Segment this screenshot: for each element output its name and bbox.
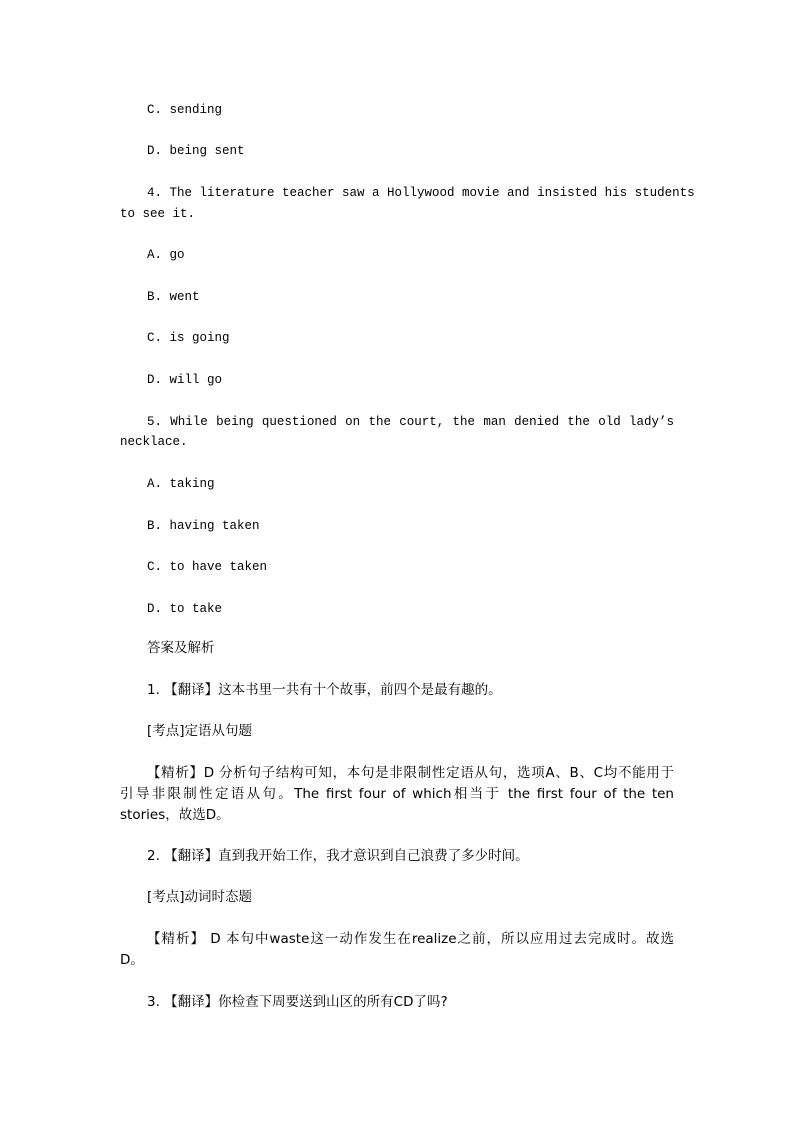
q5-stem-line2: necklace. bbox=[120, 435, 188, 449]
q5-stem-line1: 5. While being questioned on the court, the man denied the old lady’s bbox=[147, 415, 674, 429]
answer2-analysis-line1: 【精析】 D 本句中waste这一动作发生在realize之前，所以应用过去完成时。故选 bbox=[147, 931, 674, 947]
answer1-analysis-line2: 引导非限制性定语从句。The first four of which相当于 the first four of the ten bbox=[120, 786, 674, 802]
q3-option-d: D. being sent bbox=[147, 144, 245, 158]
answer1-translation: 1. 【翻译】这本书里一共有十个故事，前四个是最有趣的。 bbox=[147, 682, 502, 698]
answer2-analysis-line2: D。 bbox=[120, 952, 144, 968]
answer3-translation: 3. 【翻译】你检查下周要送到山区的所有CD了吗? bbox=[147, 994, 448, 1010]
q5-option-b: B. having taken bbox=[147, 519, 260, 533]
answer2-point: [考点]动词时态题 bbox=[147, 889, 253, 905]
answer1-point: [考点]定语从句题 bbox=[147, 723, 253, 739]
answer1-analysis-line1: 【精析】D 分析句子结构可知，本句是非限制性定语从句，选项A、B、C均不能用于 bbox=[147, 765, 674, 781]
answer1-analysis-line3: stories，故选D。 bbox=[120, 807, 230, 823]
q4-option-d: D. will go bbox=[147, 373, 223, 387]
answer2-translation: 2. 【翻译】直到我开始工作，我才意识到自己浪费了多少时间。 bbox=[147, 848, 529, 864]
q5-option-c: C. to have taken bbox=[147, 560, 268, 574]
q4-option-b: B. went bbox=[147, 290, 200, 304]
q5-option-a: A. taking bbox=[147, 477, 215, 491]
q5-option-d: D. to take bbox=[147, 602, 223, 616]
q4-option-c: C. is going bbox=[147, 331, 230, 345]
q4-stem-line2: to see it. bbox=[120, 207, 196, 221]
q4-stem-line1: 4. The literature teacher saw a Hollywood movie and insisted his students bbox=[147, 186, 695, 200]
answers-heading: 答案及解析 bbox=[147, 640, 215, 656]
q4-option-a: A. go bbox=[147, 248, 185, 262]
q3-option-c: C. sending bbox=[147, 103, 223, 117]
